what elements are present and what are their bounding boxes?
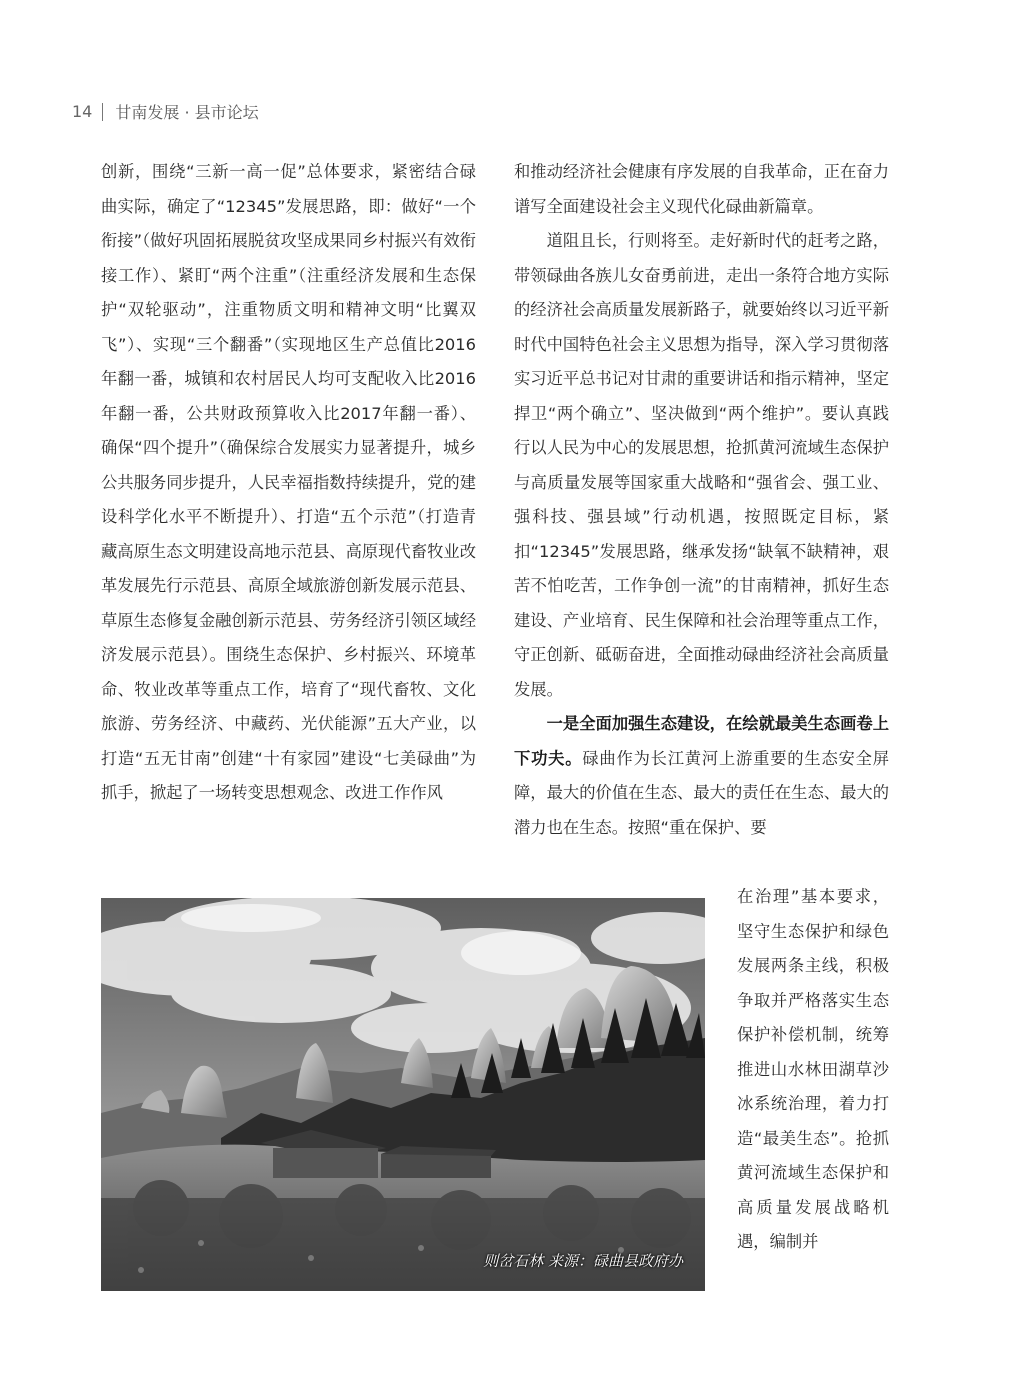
- landscape-photo: [101, 898, 705, 1291]
- running-header: [72, 100, 259, 123]
- right-paragraph-3: [514, 707, 889, 845]
- wrapped-text-beside-photo: 在治理”基本要求，坚守生态保护和绿色发展两条主线，积极争取并严格落实生态保护补偿机制，统筹推进山水林田湖草沙冰系统治理，着力打造“最美生态”。抢抓黄河流域生态保护和高质量发展战略机遇，编制并: [737, 887, 889, 1251]
- left-column: [101, 155, 476, 811]
- right-column: [514, 155, 889, 845]
- right-paragraph-1: 和推动经济社会健康有序发展的自我革命，正在奋力谱写全面建设社会主义现代化碌曲新篇章。: [514, 162, 889, 216]
- paragraph-lead-bold: 一是全面加强生态建设，在绘就最美生态画卷上下功夫。: [514, 714, 889, 768]
- photo-illustration: [101, 898, 705, 1291]
- photo-caption: 则岔石林 来源：碌曲县政府办: [483, 1252, 683, 1270]
- section-title: 甘南发展 · 县市论坛: [115, 103, 259, 122]
- right-paragraph-2: 道阻且长，行则将至。走好新时代的赶考之路，带领碌曲各族儿女奋勇前进，走出一条符合地方实际的经济社会高质量发展新路子，就要始终以习近平新时代中国特色社会主义思想为指导，深入学习贯彻落实习近平总书记对甘肃的重要讲话和指示精神，坚定捍卫“两个确立”、坚决做到“两个维护”。要认真践行以人民为中心的发展思想，抢抓黄河流域生态保护与高质量发展等国家重大战略和“强省会、强工业、强科技、强县域”行动机遇，按照既定目标，紧扣“12345”发展思路，继承发扬“缺氧不缺精神，艰苦不怕吃苦，工作争创一流”的甘南精神，抓好生态建设、产业培育、民生保障和社会治理等重点工作，守正创新、砥砺奋进，全面推动碌曲经济社会高质量发展。: [514, 231, 889, 699]
- header-divider: [102, 103, 103, 121]
- page-number: 14: [72, 102, 93, 121]
- paragraph-3-text: 碌曲作为长江黄河上游重要的生态安全屏障，最大的价值在生态、最大的责任在生态、最大的潜力也在生态。按照“重在保护、要: [514, 748, 889, 837]
- left-paragraph: 创新，围绕“三新一高一促”总体要求，紧密结合碌曲实际，确定了“12345”发展思路，即：做好“一个衔接”（做好巩固拓展脱贫攻坚成果同乡村振兴有效衔接工作）、紧盯“两个注重”（注重经济发展和生态保护“双轮驱动”，注重物质文明和精神文明“比翼双飞”）、实现“三个翻番”（实现地区生产总值比2016年翻一番，城镇和农村居民人均可支配收入比2016年翻一番，公共财政预算收入比2017年翻一番）、确保“四个提升”（确保综合发展实力显著提升，城乡公共服务同步提升，人民幸福指数持续提升，党的建设科学化水平不断提升）、打造“五个示范”（打造青藏高原生态文明建设高地示范县、高原现代畜牧业改革发展先行示范县、高原全域旅游创新发展示范县、草原生态修复金融创新示范县、劳务经济引领区域经济发展示范县）。围绕生态保护、乡村振兴、环境革命、牧业改革等重点工作，培育了“现代畜牧、文化旅游、劳务经济、中藏药、光伏能源”五大产业，以打造“五无甘南”创建“十有家园”建设“七美碌曲”为抓手，掀起了一场转变思想观念、改进工作作风: [101, 162, 476, 802]
